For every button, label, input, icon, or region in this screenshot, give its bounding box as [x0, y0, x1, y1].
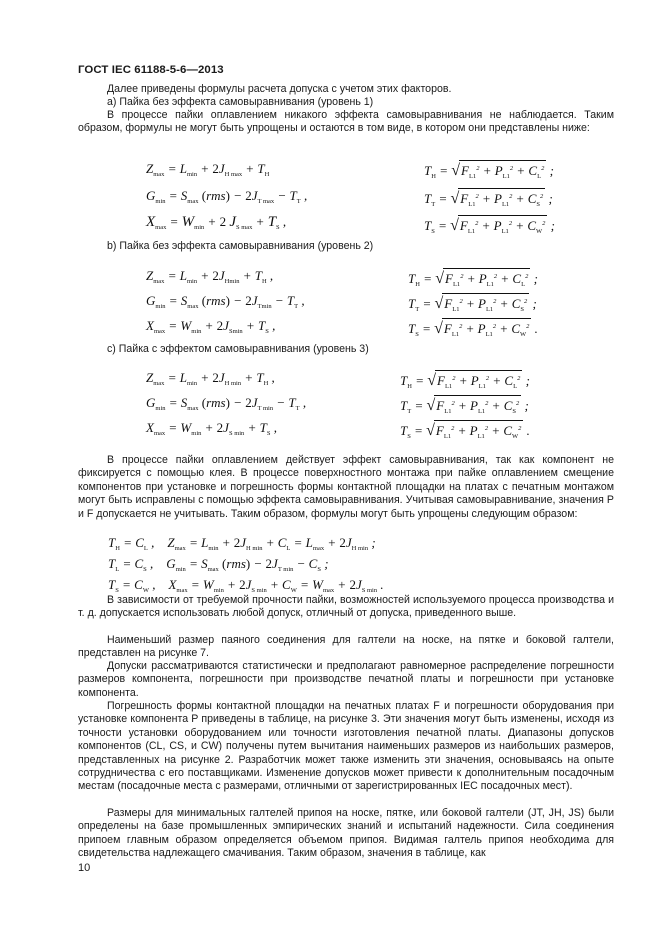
- formula-a-z: $Z_{max} = L_{min} + 2J_{H max} + T_H$: [146, 161, 270, 178]
- formula-c-th: $T_H = √F_{L1}^2 + P_{L1}^2 + C_L^2$ ;: [400, 370, 530, 394]
- formula-c-x: $X_{max} = W_{min} + 2J_{S min} + T_S$ ,: [146, 420, 277, 437]
- formula-a-x: $X_{max} = W_{min} + 2$ $J_{S max} + T_S$ ,: [146, 214, 287, 231]
- formula-simplified-2: $T_L = C_S$ , $G_{min} = S_{max}$ $(rms) - 2J_{T min} - C_S$ ;: [108, 556, 329, 573]
- formula-b-tt: $T_T = √F_{L1}^2 + P_{L1}^2 + C_S^2$ ;: [408, 293, 537, 317]
- list-item-b: b) Пайка без эффекта самовыравнивания (уровень 2): [107, 240, 374, 252]
- formula-b-ts: $T_S = √F_{L1}^2 + P_{L1}^2 + C_W^2$ .: [408, 318, 538, 342]
- paragraph-fillet-sizes: Размеры для минимальных галтелей припоя на носке, пятке, или боковой галтели (JT, JH, JS) были определены на базе промышленных эмпирических знаний и испытаний надежности. Сила соединения припоем главным образом определяется объемом припоя. Видимая галтель припоя необходима для свидетельства надлежащего смачивания. Таким образом, значения в таблице, как: [78, 807, 614, 860]
- formula-b-th: $T_H = √F_{L1}^2 + P_{L1}^2 + C_L^2$ ;: [408, 268, 538, 292]
- formula-b-z: $Z_{max} = L_{min} + 2J_{Hmin} + T_H$ ,: [146, 268, 274, 285]
- paragraph-smallest-size: Наименьший размер паяного соединения для галтели на носке, на пятке и боковой галтели, представлен на рисунке 7.: [78, 634, 614, 660]
- list-item-a: а) Пайка без эффекта самовыравнивания (уровень 1): [107, 96, 374, 108]
- formula-a-g: $G_{min} = S_{max}$ $(rms) - 2J_{T max} - T_T$ ,: [146, 188, 308, 205]
- page-number: 10: [78, 862, 91, 874]
- paragraph-pad-shape: Погрешность формы контактной площадки на печатных платах F и погрешности оборудования при установке компонента P приведены в таблице, на рисунке 3. Эти значения могут быть изменены, исходя из точности установки оборудованием или точности изготовления печатной платы. Диапазоны допусков компонентов (CL, CS, и CW) получены путем вычитания наименьших размеров из наибольших размеров, представленных на рисунке 2. Разработчик может также изменить эти значения, основываясь на опыте сотрудничества с его поставщиками. Изменение допусков может привести к дополнительным посадочным местам (посадочные места с размерами, отличными от зарегистрированных IEC посадочных мест).: [78, 700, 614, 793]
- formula-c-g: $G_{min} = S_{max}$ $(rms) - 2J_{T min} - T_T$ ,: [146, 395, 307, 412]
- formula-b-x: $X_{max} = W_{min} + 2J_{Smin} + T_S$ ,: [146, 318, 276, 335]
- formula-a-tt: $T_T = √F_{L1}^2 + P_{L1}^2 + C_S^2$ ;: [424, 188, 553, 212]
- formula-b-g: $G_{min} = S_{max}$ $(rms) - 2J_{Tmin} - T_T$ ,: [146, 293, 305, 310]
- paragraph-statistics: Допуски рассматриваются статистически и предполагают равномерное распределение погрешности размеров компонента, погрешности при производстве печатной платы и погрешности при установке компонента.: [78, 660, 614, 699]
- paragraph-self-alignment: В процессе пайки оплавлением действует эффект самовыравнивания, так как компонент не фиксируется с помощью клея. В процессе поверхностного монтажа при пайке оплавлением смещение компонентов при установке и погрешность формы контактной площадки на платах с печатным монтажом могут быть исправлены с помощью эффекта самовыравнивания. Учитывая самовыравнивание, значения P и F допускается не учитывать. Таким образом, формулы могут быть упрощены следующим образом:: [78, 454, 614, 520]
- formula-a-ts: $T_S = √F_{L1}^2 + P_{L1}^2 + C_W^2$ ;: [424, 215, 555, 239]
- list-item-c: с) Пайка с эффектом самовыравнивания (уровень 3): [107, 343, 369, 355]
- formula-c-tt: $T_T = √F_{L1}^2 + P_{L1}^2 + C_S^2$ ;: [400, 395, 529, 419]
- document-header: ГОСТ IEC 61188-5-6—2013: [78, 64, 224, 76]
- intro-paragraph: В процессе пайки оплавлением никакого эффекта самовыравнивания не наблюдается. Таким образом, формулы не могут быть упрощены и остаются в том виде, в котором они представлены ниже:: [78, 109, 614, 135]
- formula-c-ts: $T_S = √F_{L1}^2 + P_{L1}^2 + C_W^2$ .: [400, 420, 530, 444]
- paragraph-tolerance: В зависимости от требуемой прочности пайки, возможностей используемого процесса производства и т. д. допускается использовать любой допуск, отличный от допуска, приведенного выше.: [78, 594, 614, 620]
- intro-line: Далее приведены формулы расчета допуска с учетом этих факторов.: [107, 83, 452, 95]
- formula-c-z: $Z_{max} = L_{min} + 2J_{H min} + T_H$ ,: [146, 370, 275, 387]
- formula-simplified-3: $T_S = C_W$ , $X_{max} = W_{min} + 2J_{S min} + C_W = W_{max} + 2J_{S min}$ .: [108, 577, 384, 594]
- formula-simplified-1: $T_H = C_L$ , $Z_{max} = L_{min} + 2J_{H min} + C_L = L_{max} + 2J_{H min}$ ;: [108, 535, 376, 552]
- formula-a-th: $T_H = √F_{L1}^2 + P_{L1}^2 + C_L^2$ ;: [424, 160, 554, 184]
